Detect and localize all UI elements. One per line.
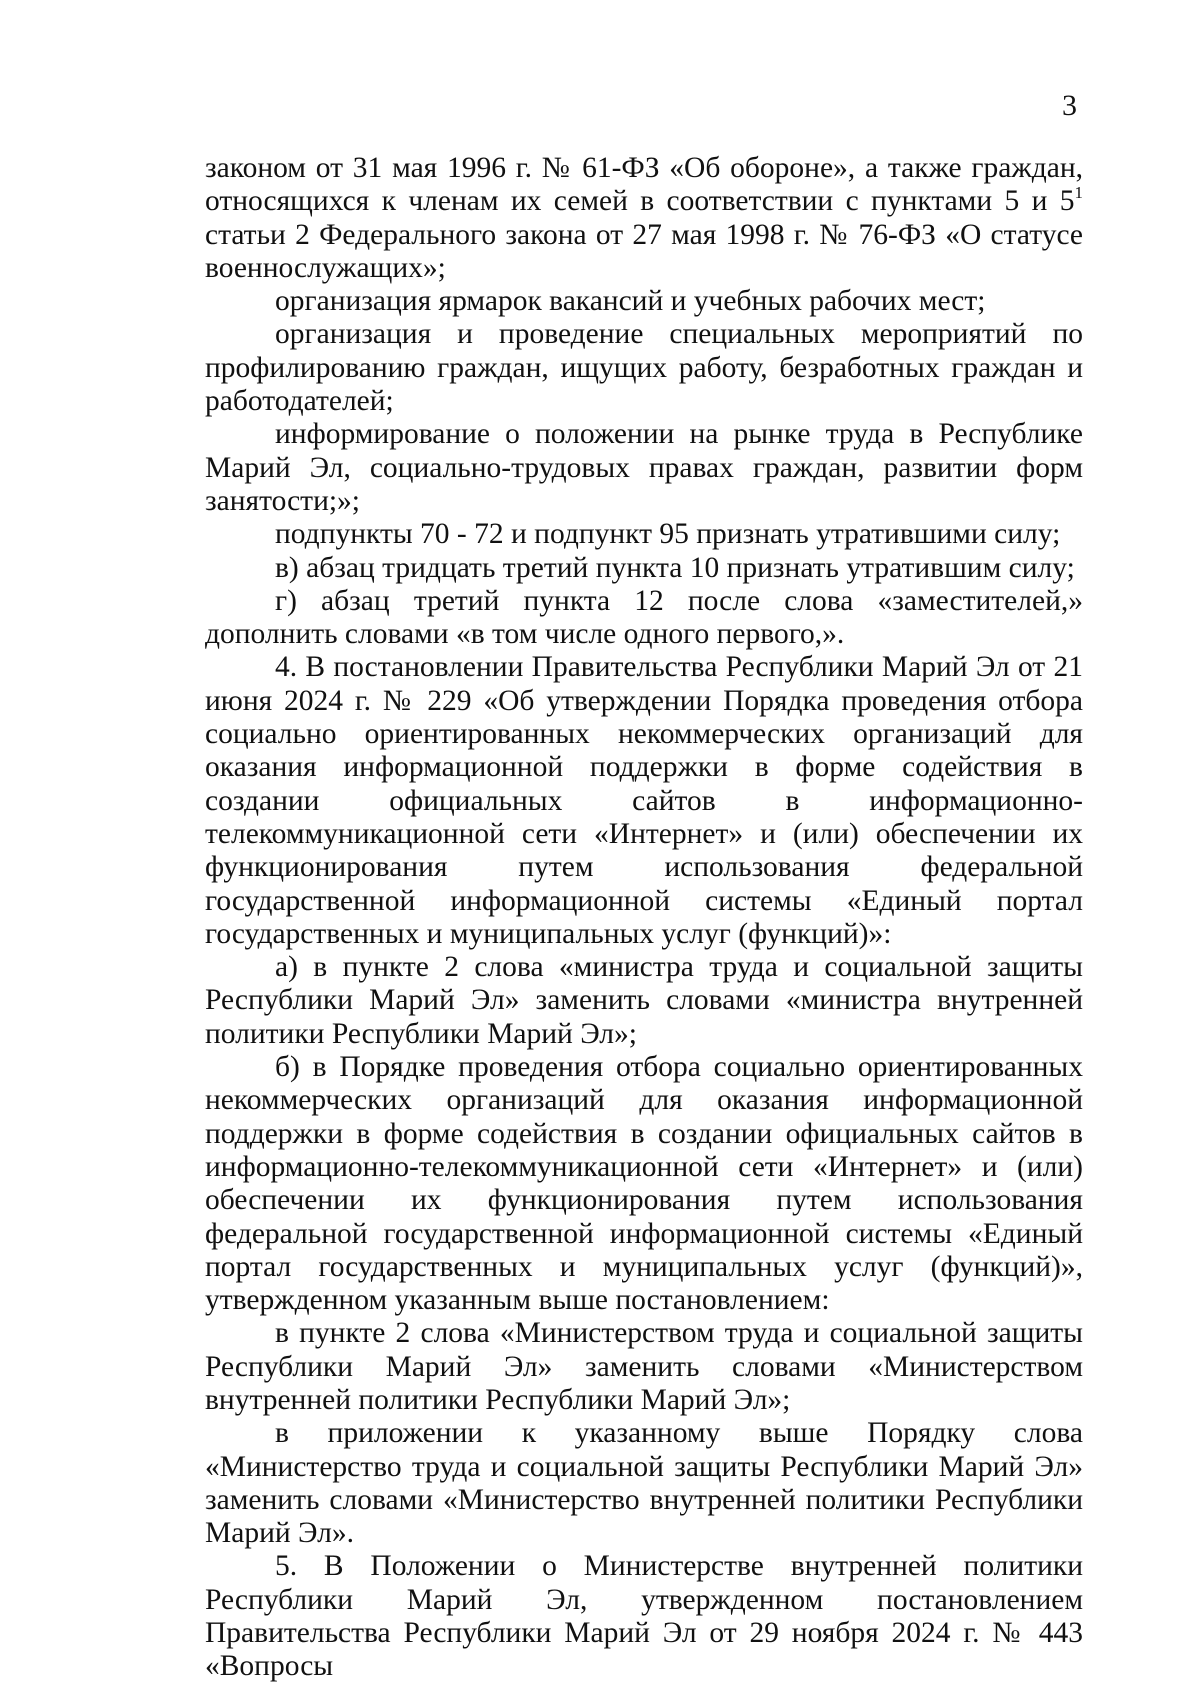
- paragraph-6: в) абзац тридцать третий пункта 10 признать утратившим силу;: [275, 551, 1075, 584]
- paragraph-5: подпункты 70 - 72 и подпункт 95 признать утратившими силу;: [275, 518, 1061, 551]
- page-number: 3: [1062, 89, 1077, 122]
- paragraph-13: 5. В Положении о Министерстве внутренней политики Республики Марий Эл, утвержденном постановлением Правительства Республики Марий Эл от 29 ноября 2024 г. № 443 «Вопросы: [205, 1550, 1083, 1683]
- superscript-1: 1: [1074, 183, 1083, 203]
- paragraph-1-text-a: законом от 31 мая 1996 г. № 61-ФЗ «Об обороне», а также граждан, относящихся к членам их семей в соответствии с пунктами 5 и 5: [205, 152, 1083, 218]
- paragraph-8: 4. В постановлении Правительства Республики Марий Эл от 21 июня 2024 г. № 229 «Об утверждении Порядка проведения отбора социально ориентированных некоммерческих организаций для оказания информационной поддержки в форме содействия в создании официальных сайтов в информационно-телекоммуникационной сети «Интернет» и (или) обеспечении их функционирования путем использования федеральной государственной информационной системы «Единый портал государственных и муниципальных услуг (функций)»:: [205, 651, 1083, 950]
- paragraph-3: организация и проведение специальных мероприятий по профилированию граждан, ищущих работу, безработных граждан и работодателей;: [205, 318, 1083, 418]
- paragraph-10: б) в Порядке проведения отбора социально ориентированных некоммерческих организаций для оказания информационной поддержки в форме содействия в создании официальных сайтов в информационно-телекоммуникационной сети «Интернет» и (или) обеспечении их функционирования путем использования федеральной государственной информационной системы «Единый портал государственных и муниципальных услуг (функций)», утвержденном указанным выше постановлением:: [205, 1051, 1083, 1317]
- paragraph-2: организация ярмарок вакансий и учебных рабочих мест;: [275, 285, 986, 318]
- paragraph-1: [205, 152, 1083, 285]
- document-body: [205, 152, 1083, 1684]
- paragraph-11: в пункте 2 слова «Министерством труда и социальной защиты Республики Марий Эл» заменить словами «Министерством внутренней политики Республики Марий Эл»;: [205, 1317, 1083, 1416]
- paragraph-4: информирование о положении на рынке труда в Республике Марий Эл, социально-трудовых правах граждан, развитии форм занятости;»;: [205, 418, 1083, 517]
- paragraph-9: а) в пункте 2 слова «министра труда и социальной защиты Республики Марий Эл» заменить словами «министра внутренней политики Республики Марий Эл»;: [205, 951, 1083, 1050]
- paragraph-1-text-b: статьи 2 Федерального закона от 27 мая 1998 г. № 76-ФЗ «О статусе военнослужащих»;: [205, 218, 1083, 284]
- paragraph-12: в приложении к указанному выше Порядку слова «Министерство труда и социальной защиты Республики Марий Эл» заменить словами «Министерство внутренней политики Республики Марий Эл».: [205, 1417, 1083, 1550]
- paragraph-7: г) абзац третий пункта 12 после слова «заместителей,» дополнить словами «в том числе одного первого,».: [205, 584, 1083, 651]
